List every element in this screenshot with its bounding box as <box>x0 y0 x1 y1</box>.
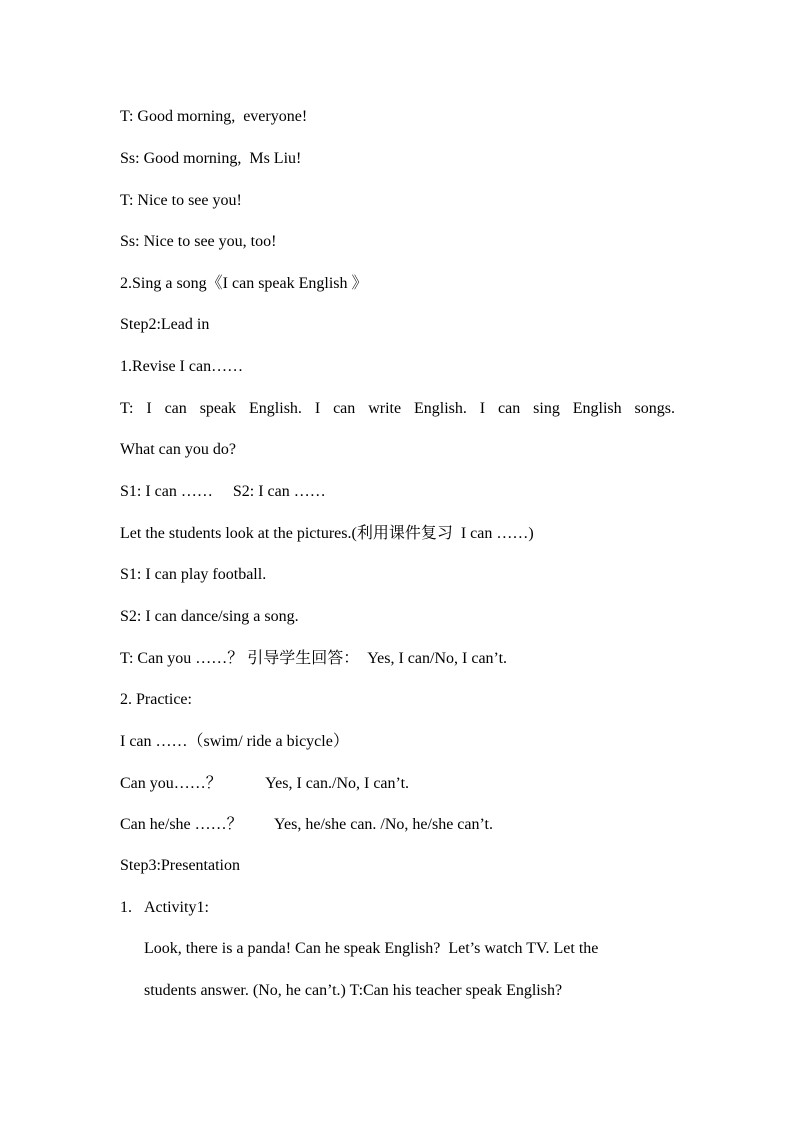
activity1-heading: Activity1: <box>144 899 209 916</box>
list-number: 1. <box>120 899 132 916</box>
activity1-text-line2: students answer. (No, he can’t.) T:Can his teacher speak English? <box>144 982 563 999</box>
step2-heading: Step2:Lead in <box>120 316 210 333</box>
teacher-can-you-line: T: Can you ……？ 引导学生回答： Yes, I can/No, I can’t. <box>120 650 508 667</box>
s2-dance-line: S2: I can dance/sing a song. <box>120 608 299 625</box>
i-can-swim-line: I can ……（swim/ ride a bicycle） <box>120 733 349 750</box>
revise-line: 1.Revise I can…… <box>120 358 244 375</box>
what-can-you-do-line: What can you do? <box>120 441 236 458</box>
s1-football-line: S1: I can play football. <box>120 566 267 583</box>
dialogue-line-teacher-greeting: T: Good morning, everyone! <box>120 108 308 125</box>
can-he-she-line: Can he/she ……？ Yes, he/she can. /No, he/she can’t. <box>120 816 493 833</box>
activity1-text-line1: Look, there is a panda! Can he speak English? Let’s watch TV. Let the <box>144 940 599 957</box>
dialogue-line-students-greeting: Ss: Good morning, Ms Liu! <box>120 150 302 167</box>
teacher-i-can-line: T: I can speak English. I can write English. I can sing English songs. <box>120 400 675 417</box>
dialogue-line-students-nice: Ss: Nice to see you, too! <box>120 233 277 250</box>
can-you-line: Can you……？ Yes, I can./No, I can’t. <box>120 775 410 792</box>
s1-s2-line: S1: I can …… S2: I can …… <box>120 483 326 500</box>
sing-song-line: 2.Sing a song《I can speak English 》 <box>120 275 368 292</box>
dialogue-line-teacher-nice: T: Nice to see you! <box>120 192 242 209</box>
step3-heading: Step3:Presentation <box>120 857 240 874</box>
pictures-line: Let the students look at the pictures.(利用课件复习 I can ……) <box>120 525 534 542</box>
practice-heading: 2. Practice: <box>120 691 192 708</box>
